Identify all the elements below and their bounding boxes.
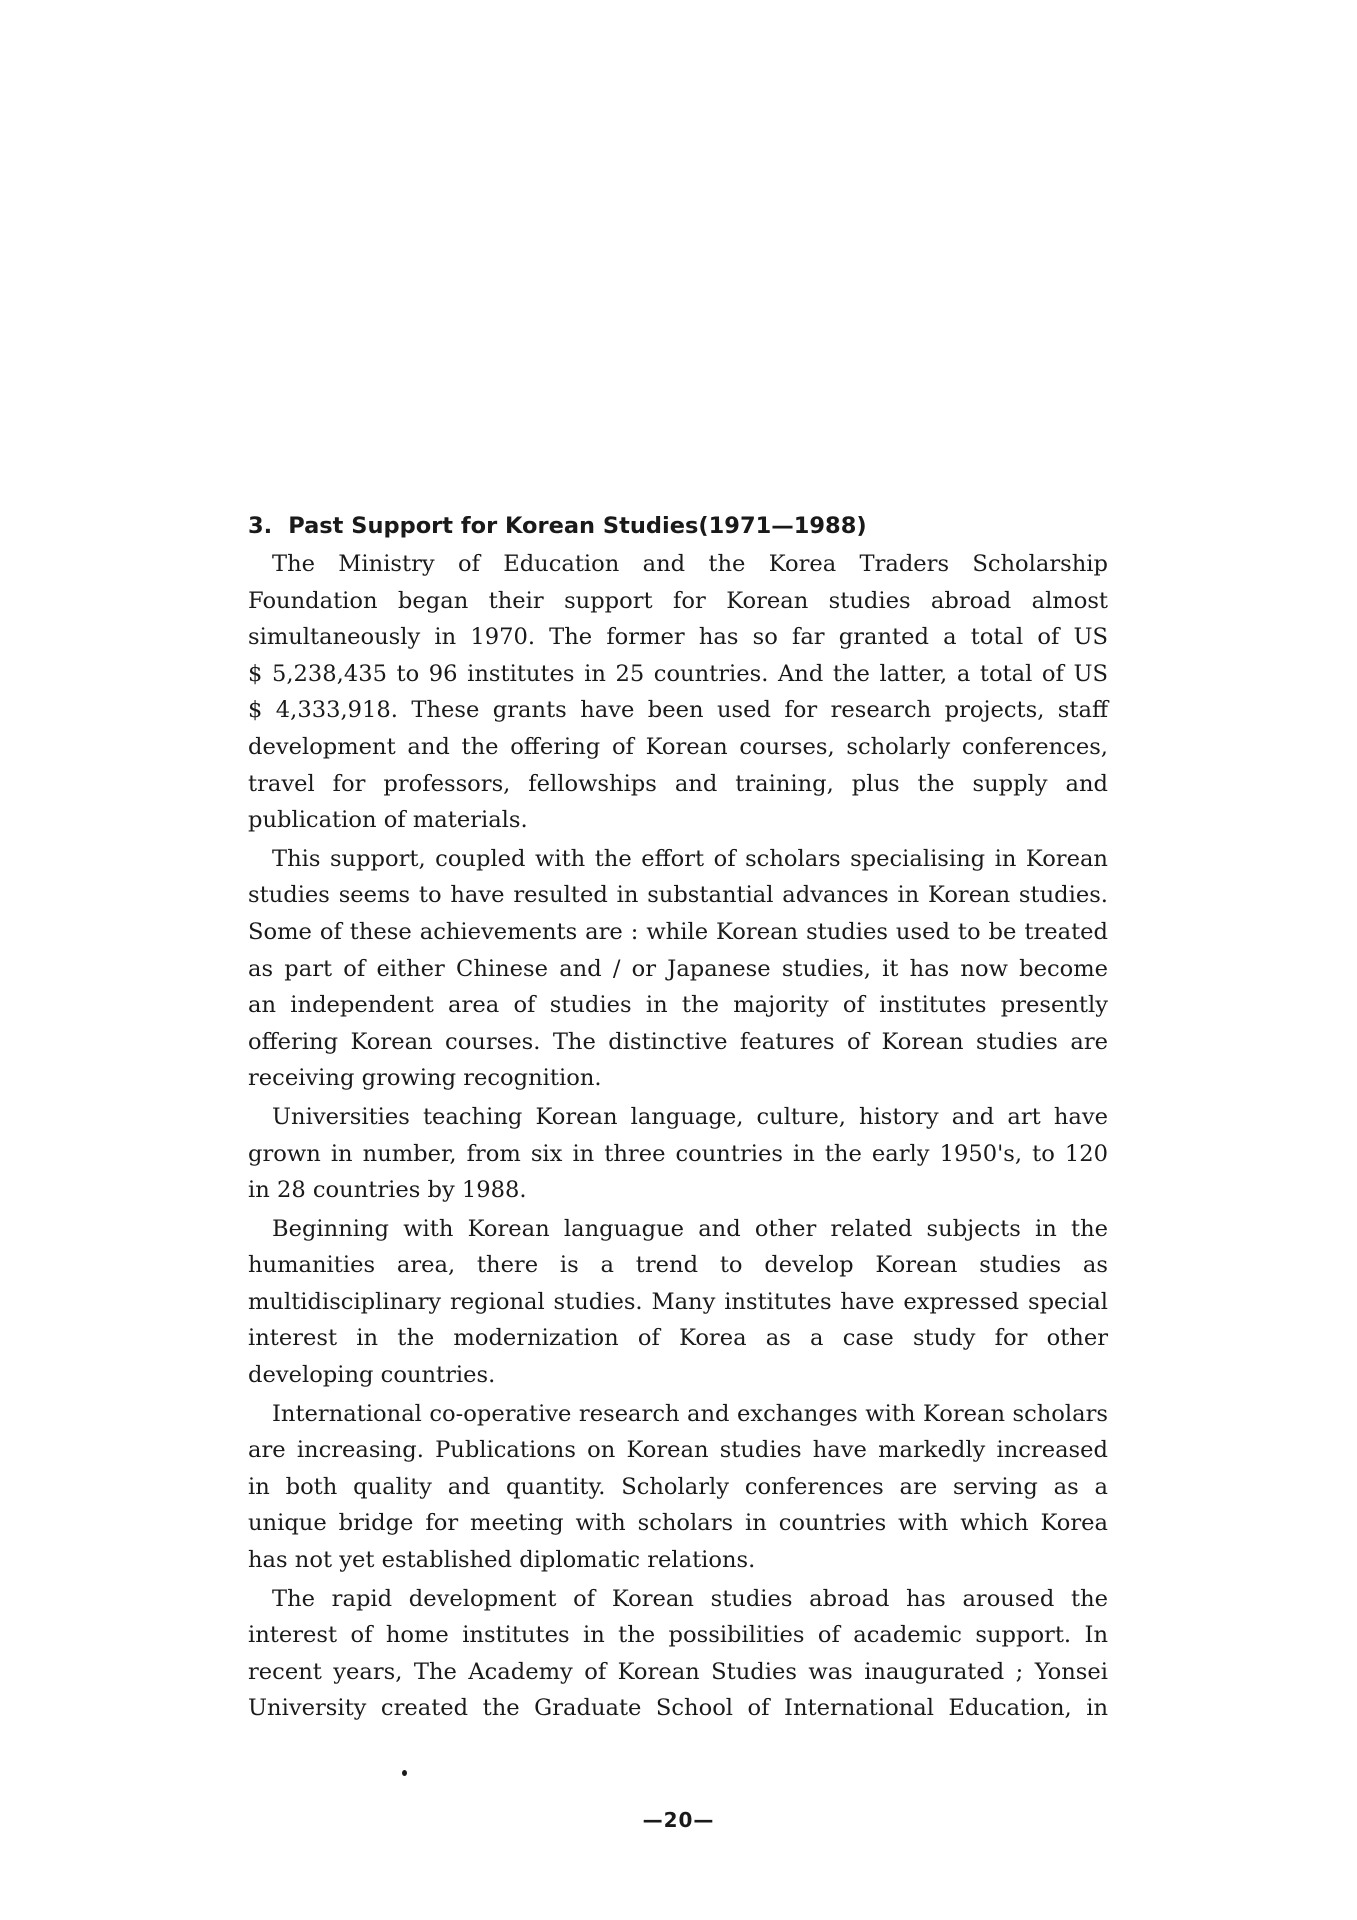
text-line: studies seems to have resulted in substantial advances in Korean studies.	[248, 882, 1108, 909]
text-line: receiving growing recognition.	[248, 1065, 602, 1092]
text-line: in both quality and quantity. Scholarly conferences are serving as a	[248, 1473, 1108, 1500]
text-line: travel for professors, fellowships and training, plus the supply and	[248, 770, 1108, 797]
text-line: Foundation began their support for Korean studies abroad almost	[248, 587, 1108, 614]
text-line: humanities area, there is a trend to develop Korean studies as	[248, 1252, 1108, 1279]
page-number: —20—	[642, 1808, 715, 1832]
text-line: $ 4,333,918. These grants have been used for research projects, staff	[248, 697, 1108, 724]
text-line: development and the offering of Korean courses, scholarly conferences,	[248, 733, 1108, 760]
paragraph	[248, 1396, 1108, 1579]
text-line: University created the Graduate School of International Education, in	[248, 1695, 1108, 1722]
text-line: This support, coupled with the effort of scholars specialising in Korean	[272, 845, 1108, 872]
text-line: multidisciplinary regional studies. Many institutes have expressed special	[248, 1288, 1108, 1315]
text-line: grown in number, from six in three countries in the early 1950's, to 120	[248, 1140, 1108, 1167]
page-content	[248, 508, 1108, 1729]
scan-speck	[402, 1770, 407, 1776]
paragraph	[248, 1581, 1108, 1727]
text-line: recent years, The Academy of Korean Studies was inaugurated ; Yonsei	[248, 1658, 1108, 1685]
paragraph	[248, 1099, 1108, 1209]
text-line: Beginning with Korean languague and other related subjects in the	[272, 1215, 1108, 1242]
section-heading	[248, 508, 1108, 544]
paragraph	[248, 841, 1108, 1097]
text-line: developing countries.	[248, 1362, 496, 1389]
paragraph	[248, 1211, 1108, 1394]
text-line: in 28 countries by 1988.	[248, 1177, 527, 1204]
text-line: publication of materials.	[248, 807, 528, 834]
body-text	[248, 546, 1108, 1727]
section-title: Past Support for Korean Studies(1971—1988)	[288, 513, 867, 539]
text-line: Universities teaching Korean language, culture, history and art have	[272, 1103, 1108, 1130]
text-line: an independent area of studies in the majority of institutes presently	[248, 992, 1108, 1019]
section-number: 3.	[248, 513, 273, 539]
text-line: $ 5,238,435 to 96 institutes in 25 countries. And the latter, a total of US	[248, 660, 1108, 687]
text-line: has not yet established diplomatic relations.	[248, 1547, 756, 1574]
text-line: simultaneously in 1970. The former has so far granted a total of US	[248, 624, 1108, 651]
text-line: unique bridge for meeting with scholars in countries with which Korea	[248, 1510, 1108, 1537]
paragraph	[248, 546, 1108, 839]
text-line: are increasing. Publications on Korean studies have markedly increased	[248, 1437, 1108, 1464]
text-line: International co-operative research and exchanges with Korean scholars	[272, 1400, 1108, 1427]
text-line: interest of home institutes in the possibilities of academic support. In	[248, 1622, 1108, 1649]
text-line: interest in the modernization of Korea as a case study for other	[248, 1325, 1108, 1352]
text-line: offering Korean courses. The distinctive features of Korean studies are	[248, 1028, 1108, 1055]
text-line: The Ministry of Education and the Korea Traders Scholarship	[272, 551, 1108, 577]
text-line: The rapid development of Korean studies abroad has aroused the	[272, 1585, 1108, 1612]
text-line: as part of either Chinese and / or Japanese studies, it has now become	[248, 955, 1108, 982]
text-line: Some of these achievements are : while Korean studies used to be treated	[248, 918, 1108, 945]
